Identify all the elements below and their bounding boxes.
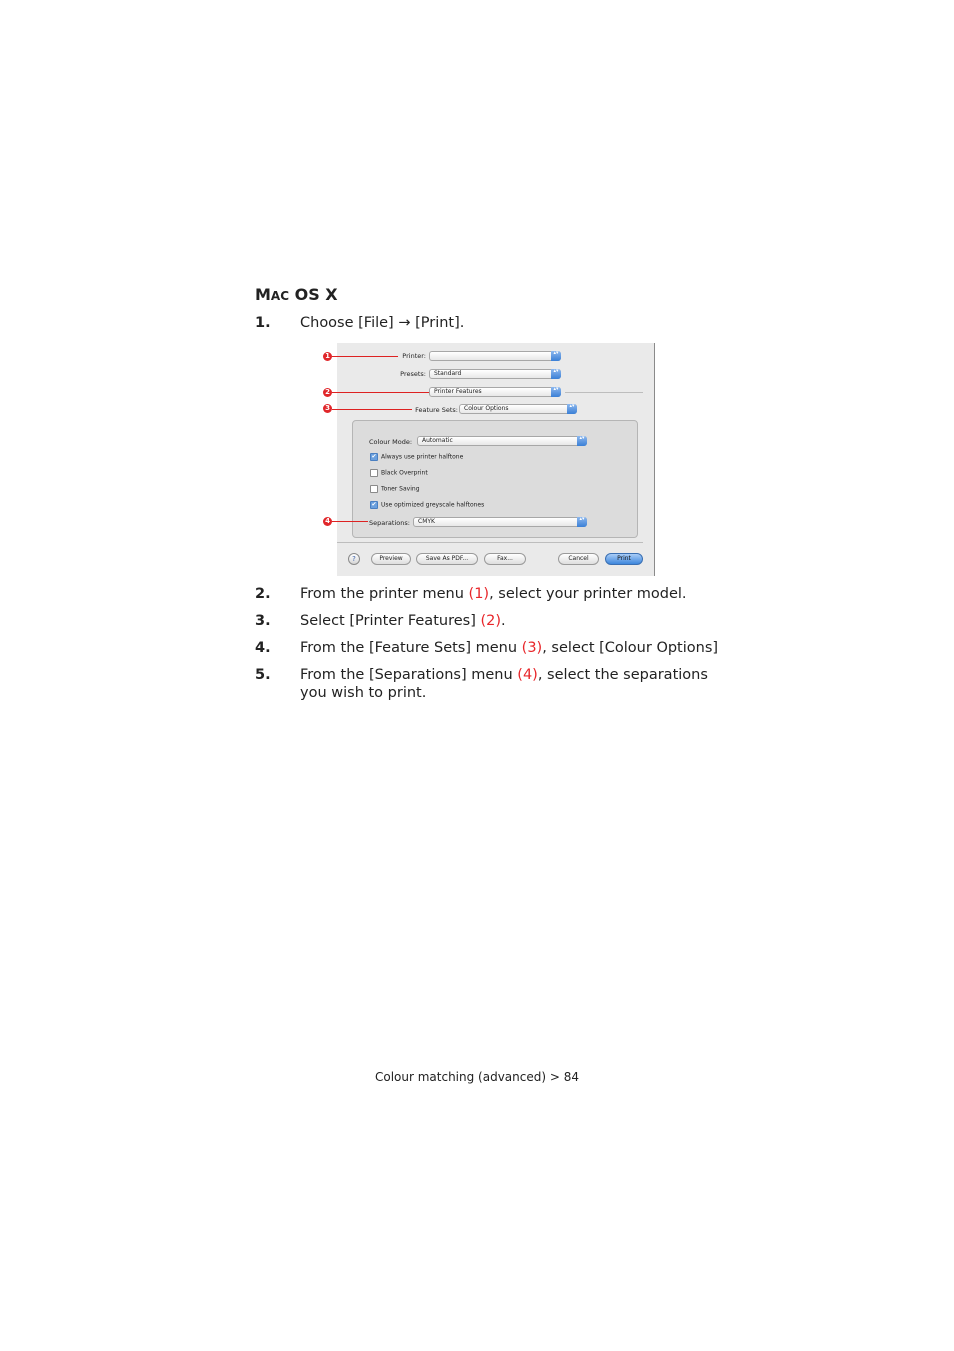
popup-arrows-icon: ▴▾ (551, 351, 561, 361)
fax-button[interactable]: Fax... (484, 553, 526, 565)
callout-line (332, 409, 412, 410)
checkmark-icon: ✔ (371, 453, 377, 460)
step-number: 4. (255, 640, 271, 656)
checkbox-printer-halftone[interactable]: ✔ Always use printer halftone (371, 453, 464, 461)
step-number: 3. (255, 613, 271, 629)
popup-arrows-icon: ▴▾ (567, 404, 577, 414)
colour-mode-label: Colour Mode: (369, 438, 413, 446)
presets-label: Presets: (400, 370, 426, 378)
checkbox-toner-saving[interactable]: Toner Saving (370, 485, 420, 494)
separator (565, 392, 643, 393)
step-text: From the printer menu (1), select your printer model. (300, 586, 687, 602)
callout-line (332, 392, 429, 393)
colour-options-pane (352, 420, 638, 538)
callout-3: 3 (323, 404, 332, 413)
callout-line (332, 521, 368, 522)
presets-popup[interactable]: Standard ▴▾ (429, 369, 561, 379)
printer-popup[interactable] (429, 351, 561, 361)
colour-mode-popup[interactable]: Automatic ▴▾ (417, 436, 587, 446)
separator (337, 542, 643, 543)
popup-arrows-icon: ▴▾ (551, 387, 561, 397)
separations-label: Separations: (369, 519, 410, 527)
step-text: From the [Feature Sets] menu (3), select [Colour Options] (300, 640, 719, 656)
save-as-pdf-button[interactable]: Save As PDF... (416, 553, 478, 565)
page-footer: Colour matching (advanced) > 84 (374, 1070, 580, 1084)
printer-label: Printer: (402, 352, 426, 360)
separations-popup[interactable]: CMYK ▴▾ (413, 517, 587, 527)
callout-2: 2 (323, 388, 332, 397)
panel-popup[interactable]: Printer Features ▴▾ (429, 387, 561, 397)
step-number: 5. (255, 667, 271, 683)
checkmark-icon: ✔ (371, 501, 377, 508)
callout-line (332, 356, 398, 357)
print-dialog-screenshot (337, 343, 655, 576)
preview-button[interactable]: Preview (371, 553, 411, 565)
checkbox-black-overprint[interactable]: Black Overprint (370, 469, 428, 478)
step-text: From the [Separations] menu (4), select the separations you wish to print. (300, 667, 708, 701)
section-heading: MAC OS X (255, 285, 338, 304)
callout-1: 1 (323, 352, 332, 361)
cancel-button[interactable]: Cancel (558, 553, 599, 565)
popup-arrows-icon: ▴▾ (577, 517, 587, 527)
step-text: Choose [File] → [Print]. (300, 315, 465, 331)
popup-arrows-icon: ▴▾ (577, 436, 587, 446)
checkbox-box-icon (370, 485, 378, 493)
print-button[interactable]: Print (605, 553, 643, 565)
callout-4: 4 (323, 517, 332, 526)
step-text: Select [Printer Features] (2). (300, 613, 506, 629)
step-number: 1. (255, 315, 271, 331)
feature-sets-popup[interactable]: Colour Options ▴▾ (459, 404, 577, 414)
step-number: 2. (255, 586, 271, 602)
help-icon[interactable]: ? (348, 553, 360, 565)
checkbox-greyscale-halftones[interactable]: ✔ Use optimized greyscale halftones (371, 501, 485, 509)
popup-arrows-icon: ▴▾ (551, 369, 561, 379)
checkbox-box-icon (370, 469, 378, 477)
feature-sets-label: Feature Sets: (415, 406, 458, 414)
